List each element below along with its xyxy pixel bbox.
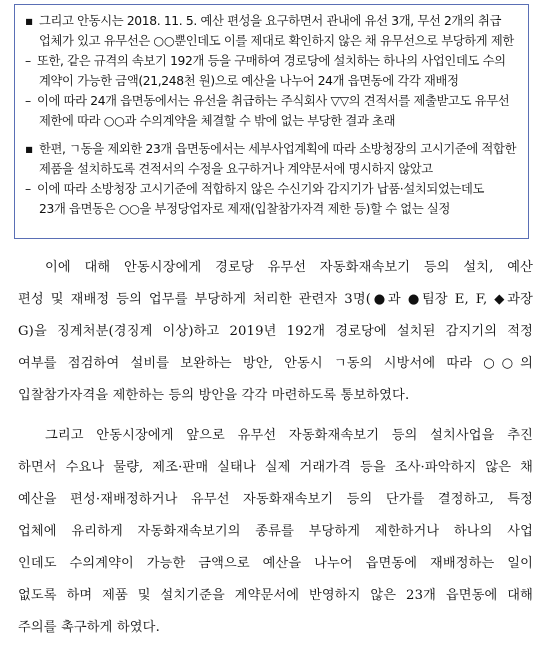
paragraph-line: 이에 대해 안동시장에게 경로당 유무선 자동화재속보기 등의 설치, 예산 <box>45 260 533 275</box>
summary-line: 업체가 있고 유무선은 ○○뿐인데도 이를 제대로 확인하지 않은 채 유무선으로 부당하게 제한 <box>39 34 514 48</box>
dash-bullet-icon: – <box>25 94 31 108</box>
summary-item <box>25 91 520 131</box>
paragraph-line: 편성 및 재배정 등의 업무를 부당하게 처리한 관련자 3명(●과 ●팀장 E, F, ◆과장 <box>18 292 533 307</box>
summary-line: – 이에 따라 소방청장 고시기준에 적합하지 않은 수신기와 감지기가 납품·설치되었는데도 <box>25 179 520 199</box>
square-bullet-icon: ▪ <box>25 14 33 28</box>
paragraph-line: 업체에 유리하게 자동화재속보기의 종류를 부당하게 제한하거나 하나의 사업 <box>18 524 533 539</box>
dash-bullet-icon: – <box>25 54 31 68</box>
summary-box <box>14 4 529 239</box>
square-bullet-icon: ▪ <box>25 142 33 156</box>
summary-line: 23개 읍면동은 ○○을 부정당업자로 제재(입찰참가자격 제한 등)할 수 없는 실정 <box>39 202 450 216</box>
summary-item <box>25 179 520 219</box>
paragraph-line: 주의를 촉구하게 하였다. <box>18 620 160 635</box>
summary-line: – 이에 따라 24개 읍면동에서는 유선을 취급하는 주식회사 ▽▽의 견적서를 제출받고도 유무선 <box>25 91 520 111</box>
summary-line: 계약이 가능한 금액(21,248천 원)으로 예산을 나누어 24개 읍면동에 각각 재배정 <box>39 74 459 88</box>
summary-line: ▪ 그리고 안동시는 2018. 11. 5. 예산 편성을 요구하면서 관내에 유선 3개, 무선 2개의 취급 <box>25 11 520 31</box>
summary-item <box>25 11 520 51</box>
body-paragraph <box>18 420 533 644</box>
summary-line: – 또한, 같은 규격의 속보기 192개 등을 구매하여 경로당에 설치하는 하나의 사업인데도 수의 <box>25 51 520 71</box>
summary-line: 제한에 따라 ○○과 수의계약을 체결할 수 밖에 없는 부당한 결과 초래 <box>39 114 396 128</box>
paragraph-line: 인데도 수의계약이 가능한 금액으로 예산을 나누어 읍면동에 재배정하는 일이 <box>18 556 533 571</box>
paragraph-line: 없도록 하며 제품 및 설치기준을 계약문서에 반영하지 않은 23개 읍면동에 대해 <box>18 588 533 603</box>
paragraph-line: 입찰참가자격을 제한하는 등의 방안을 각각 마련하도록 통보하였다. <box>18 388 410 403</box>
body-paragraph <box>18 252 533 412</box>
paragraph-line: 그리고 안동시장에게 앞으로 유무선 자동화재속보기 등의 설치사업을 추진 <box>45 428 533 443</box>
summary-line: ▪ 한편, ㄱ동을 제외한 23개 읍면동에서는 세부사업계획에 따라 소방청장의 고시기준에 적합한 <box>25 139 520 159</box>
paragraph-line: G)을 징계처분(경징계 이상)하고 2019년 192개 경로당에 설치된 감지기의 적정 <box>18 324 533 339</box>
summary-item <box>25 139 520 179</box>
summary-item <box>25 51 520 91</box>
dash-bullet-icon: – <box>25 182 31 196</box>
summary-line: 제품을 설치하도록 견적서의 수정을 요구하거나 계약문서에 명시하지 않았고 <box>39 162 433 176</box>
paragraph-line: 예산을 편성·재배정하거나 유무선 자동화재속보기 등의 단가를 결정하고, 특정 <box>18 492 533 507</box>
paragraph-line: 여부를 점검하여 설비를 보완하는 방안, 안동시 ㄱ동의 시방서에 따라 ○○의 <box>18 356 533 371</box>
paragraph-line: 하면서 수요나 물량, 제조·판매 실태나 실제 거래가격 등을 조사·파악하지 않은 채 <box>18 460 533 475</box>
